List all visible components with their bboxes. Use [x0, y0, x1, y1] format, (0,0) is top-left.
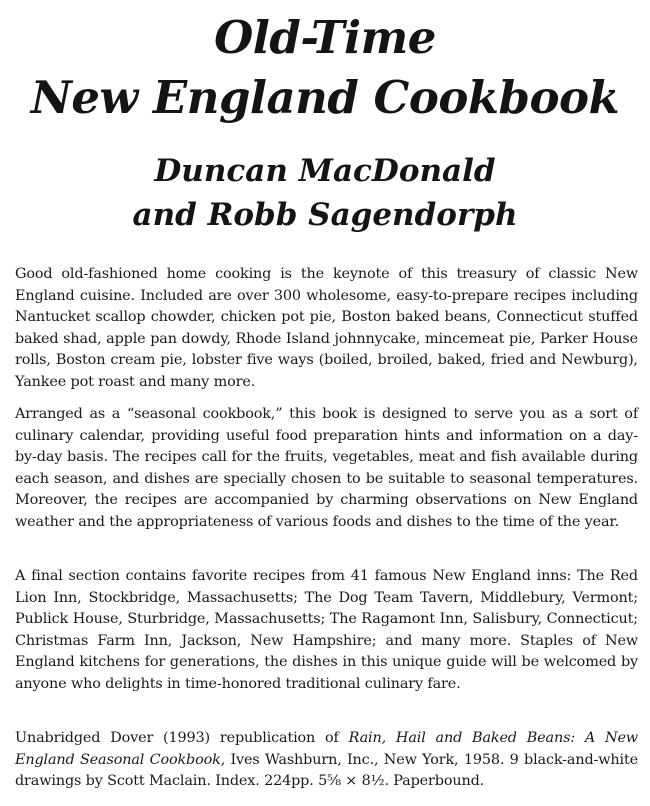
- description-paragraph-1: Good old-fashioned home cooking is the keynote of this treasury of classic New England cuisine. Included are over 300 wholesome, easy-to-prepare recipes including Nantucket scallop chowder, chicken pot pie, Boston baked beans, Connecticut stuffed baked shad, apple pan dowdy, Rhode Island johnnycake, mincemeat pie, Parker House rolls, Boston cream pie, lobster five ways (boiled, broiled, baked, fried and Newburg), Yankee pot roast and many more.: [15, 266, 638, 390]
- publication-info-lead: Unabridged Dover (1993) republication of: [15, 730, 349, 746]
- publication-info-details: , Ives Washburn, Inc., New York, 1958. 9 black-and-white drawings by Scott Maclain. Index. 224pp. 5⅝ × 8½. Paperbound.: [15, 751, 638, 789]
- original-title: Rain, Hail and Baked Beans: A New England Seasonal Cookbook: [15, 730, 638, 768]
- author-line-1: Duncan MacDonald: [154, 153, 496, 189]
- book-title-line-2: New England Cookbook: [30, 71, 620, 124]
- author-line-2: and Robb Sagendorph: [132, 197, 518, 233]
- book-title-line-1: Old-Time: [214, 11, 436, 64]
- description-paragraph-3: A final section contains favorite recipes from 41 famous New England inns: The Red Lion Inn, Stockbridge, Massachusetts; The Dog Team Tavern, Middlebury, Vermont; Publick House, Sturbridge, Massachusetts; The Ragamont Inn, Salisbury, Connecticut; Christmas Farm Inn, Jackson, New Hampshire; and many more. Staples of New England kitchens for generations, the dishes in this unique guide will be welcomed by anyone who delights in time-honored traditional culinary fare.: [15, 568, 638, 692]
- publication-info-paragraph: [15, 728, 638, 793]
- description-paragraph-2: Arranged as a “seasonal cookbook,” this book is designed to serve you as a sort of culinary calendar, providing useful food preparation hints and information on a day-by-day basis. The recipes call for the fruits, vegetables, meat and fish available during each season, and dishes are specially chosen to be suitable to seasonal temperatures. Moreover, the recipes are accompanied by charming observations on New England weather and the appropriateness of various foods and dishes to the time of the year.: [15, 406, 638, 530]
